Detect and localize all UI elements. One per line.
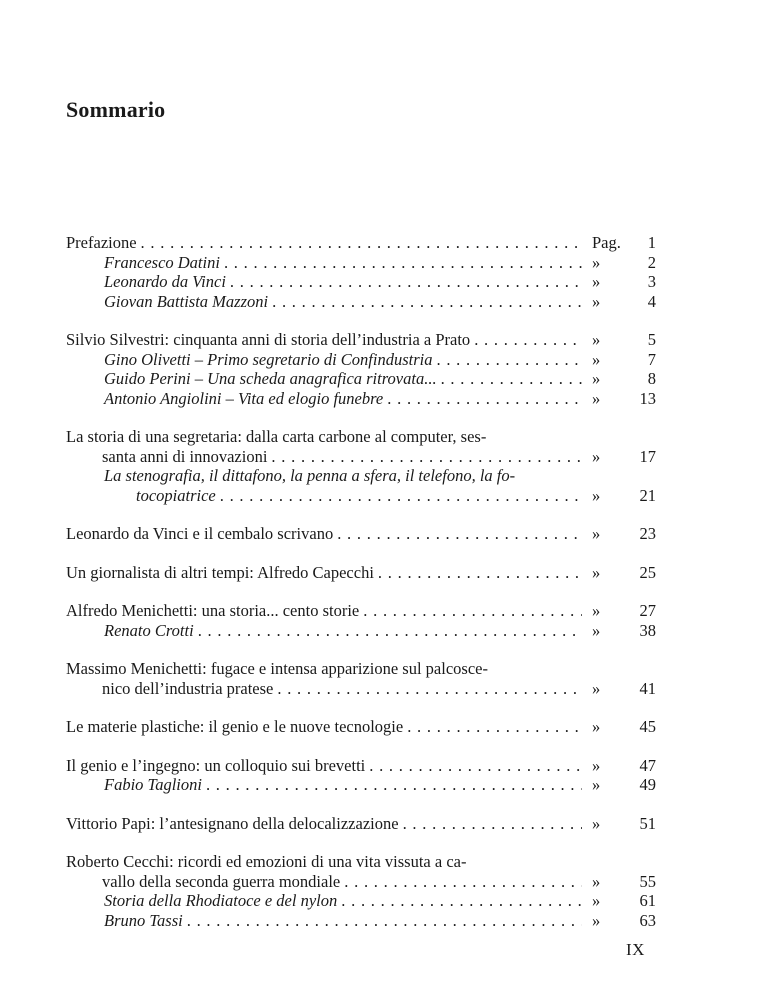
leader-dots — [198, 621, 582, 641]
toc-group — [66, 233, 656, 311]
toc-subentry[interactable] — [66, 292, 656, 312]
toc-entry-title: Fabio Taglioni — [104, 775, 202, 794]
toc-page-number: 1 — [647, 233, 656, 252]
toc-page-marker: » — [592, 601, 601, 620]
leader-dots — [206, 775, 582, 795]
leader-dots — [407, 717, 582, 737]
leader-dots — [341, 891, 582, 911]
leader-dots — [378, 563, 582, 583]
toc-entry-title: Le materie plastiche: il genio e le nuove tecnologie — [66, 717, 404, 736]
toc-subentry[interactable] — [66, 911, 656, 931]
toc-subentry[interactable] — [66, 621, 656, 641]
leader-dots — [220, 486, 582, 506]
toc-page-marker: » — [592, 252, 601, 272]
toc-group — [66, 563, 656, 583]
toc-page-number: 49 — [639, 775, 656, 794]
toc-page-marker: » — [592, 446, 601, 466]
toc-entry-title: Vittorio Papi: l’antesignano della delocalizzazione — [66, 813, 399, 833]
leader-dots — [369, 756, 582, 776]
toc-page-marker: » — [592, 369, 601, 388]
toc-entry[interactable] — [66, 563, 656, 583]
toc-group — [66, 717, 656, 737]
toc-page-marker: » — [592, 388, 601, 408]
toc-entry[interactable] — [66, 330, 656, 350]
toc-entry-title: Renato Crotti — [104, 620, 194, 640]
leader-dots — [436, 350, 582, 370]
toc-subentry[interactable] — [66, 253, 656, 273]
leader-dots — [272, 292, 582, 312]
toc-page-marker: » — [592, 291, 601, 311]
toc-page-number: 45 — [639, 717, 656, 736]
toc-group — [66, 524, 656, 544]
toc-group — [66, 601, 656, 640]
toc-subentry[interactable] — [66, 272, 656, 292]
leader-dots — [344, 872, 582, 892]
leader-dots — [141, 233, 582, 253]
leader-dots — [474, 330, 582, 350]
toc-page-number: 3 — [647, 272, 656, 291]
leader-dots — [363, 601, 582, 621]
toc-group — [66, 659, 656, 698]
toc-subentry[interactable] — [66, 775, 656, 795]
toc-entry-continuation[interactable] — [66, 679, 656, 699]
toc-page-marker: » — [592, 755, 601, 775]
toc-page-marker: » — [592, 562, 601, 582]
toc-entry-title: Il genio e l’ingegno: un colloquio sui brevetti — [66, 755, 366, 775]
toc-entry[interactable] — [66, 601, 656, 621]
toc-page-marker: » — [592, 349, 601, 369]
leader-dots — [387, 389, 582, 409]
toc-entry[interactable] — [66, 524, 656, 544]
toc-subentry[interactable] — [66, 891, 656, 911]
leader-dots — [224, 253, 582, 273]
toc-page-number: 55 — [639, 871, 656, 891]
toc-page-marker: » — [592, 524, 601, 543]
toc-page-number: 7 — [647, 349, 656, 369]
toc-entry-title: Francesco Datini — [104, 252, 220, 272]
toc-page-number: 23 — [639, 524, 656, 543]
toc-entry-title: Prefazione — [66, 233, 137, 252]
toc-entry-line[interactable] — [66, 852, 656, 872]
toc-page-marker: » — [592, 891, 601, 910]
toc-group — [66, 852, 656, 930]
toc-page-number: 2 — [647, 252, 656, 272]
toc-entry-title: santa anni di innovazioni — [102, 446, 268, 466]
toc-page-marker: » — [592, 678, 601, 698]
toc-page-number: 4 — [647, 291, 656, 311]
toc-page-marker: » — [592, 910, 601, 930]
toc-page-number: 21 — [639, 485, 656, 505]
leader-dots — [271, 447, 582, 467]
toc-entry-title: vallo della seconda guerra mondiale — [102, 871, 341, 891]
toc-page-number: 8 — [647, 369, 656, 388]
toc-entry-title: Massimo Menichetti: fugace e intensa apparizione sul palcosce- — [66, 659, 488, 678]
toc-page-marker: » — [592, 620, 601, 640]
table-of-contents — [66, 233, 656, 949]
toc-group — [66, 427, 656, 505]
leader-dots — [403, 814, 582, 834]
toc-entry-title: Gino Olivetti – Primo segretario di Confindustria — [104, 349, 433, 369]
toc-entry-title: Antonio Angiolini – Vita ed elogio funebre — [104, 388, 384, 408]
toc-entry-title: La stenografia, il dittafono, la penna a sfera, il telefono, la fo- — [104, 466, 516, 485]
toc-entry-title: La storia di una segretaria: dalla carta carbone al computer, ses- — [66, 427, 487, 446]
toc-entry-title: Leonardo da Vinci — [104, 272, 226, 291]
toc-subentry-continuation[interactable] — [66, 486, 656, 506]
toc-page-number: 27 — [639, 601, 656, 620]
toc-entry-title: Bruno Tassi — [104, 910, 183, 930]
toc-page-marker: » — [592, 775, 601, 794]
page-folio: IX — [626, 940, 645, 959]
toc-page-marker: » — [592, 871, 601, 891]
toc-page-marker: » — [592, 272, 601, 291]
toc-page-marker: » — [592, 485, 601, 505]
leader-dots — [187, 911, 582, 931]
toc-entry-line[interactable] — [66, 427, 656, 447]
toc-group — [66, 814, 656, 834]
toc-page-number: 5 — [647, 330, 656, 349]
toc-entry-title: Storia della Rhodiatoce e del nylon — [104, 891, 338, 910]
toc-page-number: 47 — [639, 755, 656, 775]
toc-page-marker: Pag. — [592, 233, 621, 252]
toc-entry-title: Roberto Cecchi: ricordi ed emozioni di una vita vissuta a ca- — [66, 852, 467, 871]
leader-dots — [441, 369, 582, 389]
toc-page-number: 61 — [639, 891, 656, 910]
toc-subentry[interactable] — [66, 350, 656, 370]
toc-page-number: 41 — [639, 678, 656, 698]
toc-entry[interactable] — [66, 756, 656, 776]
toc-page-number: 63 — [639, 910, 656, 930]
toc-group — [66, 756, 656, 795]
page-title: Sommario — [66, 97, 166, 122]
toc-page-marker: » — [592, 813, 601, 833]
toc-entry-title: Guido Perini – Una scheda anagrafica ritrovata... — [104, 369, 437, 388]
toc-page-number: 51 — [639, 813, 656, 833]
toc-group — [66, 330, 656, 408]
toc-entry-title: Giovan Battista Mazzoni — [104, 291, 269, 311]
toc-subentry[interactable] — [66, 389, 656, 409]
toc-page-number: 38 — [639, 620, 656, 640]
toc-page-number: 25 — [639, 562, 656, 582]
toc-entry[interactable] — [66, 814, 656, 834]
toc-page-marker: » — [592, 330, 601, 349]
toc-entry-title: nico dell’industria pratese — [102, 678, 274, 698]
toc-entry-continuation[interactable] — [66, 447, 656, 467]
toc-subentry[interactable] — [66, 369, 656, 389]
leader-dots — [337, 524, 582, 544]
toc-entry-title: tocopiatrice — [136, 485, 216, 505]
toc-entry-continuation[interactable] — [66, 872, 656, 892]
toc-page-number: 13 — [639, 388, 656, 408]
toc-entry-line[interactable] — [66, 659, 656, 679]
toc-subentry-line[interactable] — [66, 466, 656, 486]
leader-dots — [277, 679, 582, 699]
toc-page-number: 17 — [639, 446, 656, 466]
toc-entry-title: Alfredo Menichetti: una storia... cento storie — [66, 601, 360, 620]
toc-entry-title: Un giornalista di altri tempi: Alfredo Capecchi — [66, 562, 374, 582]
toc-entry-title: Silvio Silvestri: cinquanta anni di storia dell’industria a Prato — [66, 330, 471, 349]
toc-page-marker: » — [592, 717, 601, 736]
toc-entry[interactable] — [66, 233, 656, 253]
toc-entry-title: Leonardo da Vinci e il cembalo scrivano — [66, 524, 334, 543]
toc-entry[interactable] — [66, 717, 656, 737]
leader-dots — [230, 272, 582, 292]
